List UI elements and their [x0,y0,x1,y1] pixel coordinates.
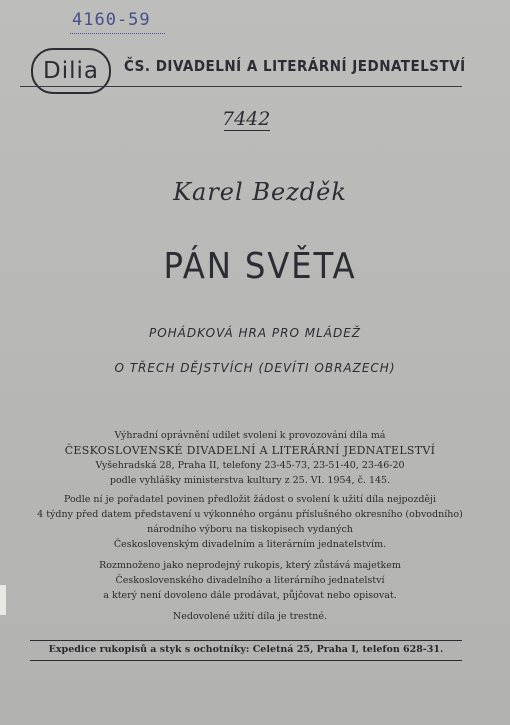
catalog-number: 7442 [222,108,271,130]
stamp-underline [70,33,165,34]
text-line: národního výboru na tiskopisech vydaných [147,524,353,535]
agency-name: ČESKOSLOVENSKÉ DIVADELNÍ A LITERÁRNÍ JEDNATELSTVÍ [64,444,436,457]
text-line: 4 týdny před datem představení u výkonného orgánu příslušného okresního (obvodního) [37,509,463,520]
footer-address: Expedice rukopisů a styk s ochotníky: Celetná 25, Praha I, telefon 628-31. [48,644,444,655]
penalty-note: Nedovolené užití díla je trestné. [172,611,328,622]
catalog-number-underline [224,130,270,131]
header-divider [20,86,462,87]
paper-edge [0,585,6,615]
footer-top-rule [30,640,462,641]
rights-notice [30,428,470,624]
organization-name: ČS. DIVADELNÍ A LITERÁRNÍ JEDNATELSTVÍ [124,57,466,75]
text-line: Výhradní oprávnění udílet svolení k provozování díla má [114,430,386,441]
text-line: podle vyhlášky ministerstva kultury z 25. VI. 1954, č. 145. [109,475,391,486]
dilia-logo: Dilia [31,48,111,94]
rights-paragraph [30,428,470,488]
text-line: Vyšehradská 28, Praha II, telefony 23-45-73, 23-51-40, 23-46-20 [95,460,405,471]
footer-bottom-rule [30,660,462,661]
permission-paragraph [30,492,470,552]
text-line: a který není dovoleno dále prodávat, půjčovat nebo opisovat. [103,590,397,601]
text-line: Podle ní je pořadatel povinen předložit žádost o svolení k užití díla nejpozději [63,494,437,505]
author-name: Karel Bezděk [173,178,347,206]
copy-paragraph [30,558,470,603]
text-line: Československým divadelním a literárním jednatelstvím. [113,539,387,550]
inventory-stamp: 4160-59 [72,10,151,30]
play-structure: O TŘECH DĚJSTVÍCH (DEVÍTI OBRAZECH) [114,361,396,375]
play-genre: POHÁDKOVÁ HRA PRO MLÁDEŽ [148,326,362,340]
text-line: Rozmnoženo jako neprodejný rukopis, který zůstává majetkem [99,560,401,571]
play-title: PÁN SVĚTA [163,246,357,287]
text-line: Československého divadelního a literárního jednatelství [115,575,385,586]
